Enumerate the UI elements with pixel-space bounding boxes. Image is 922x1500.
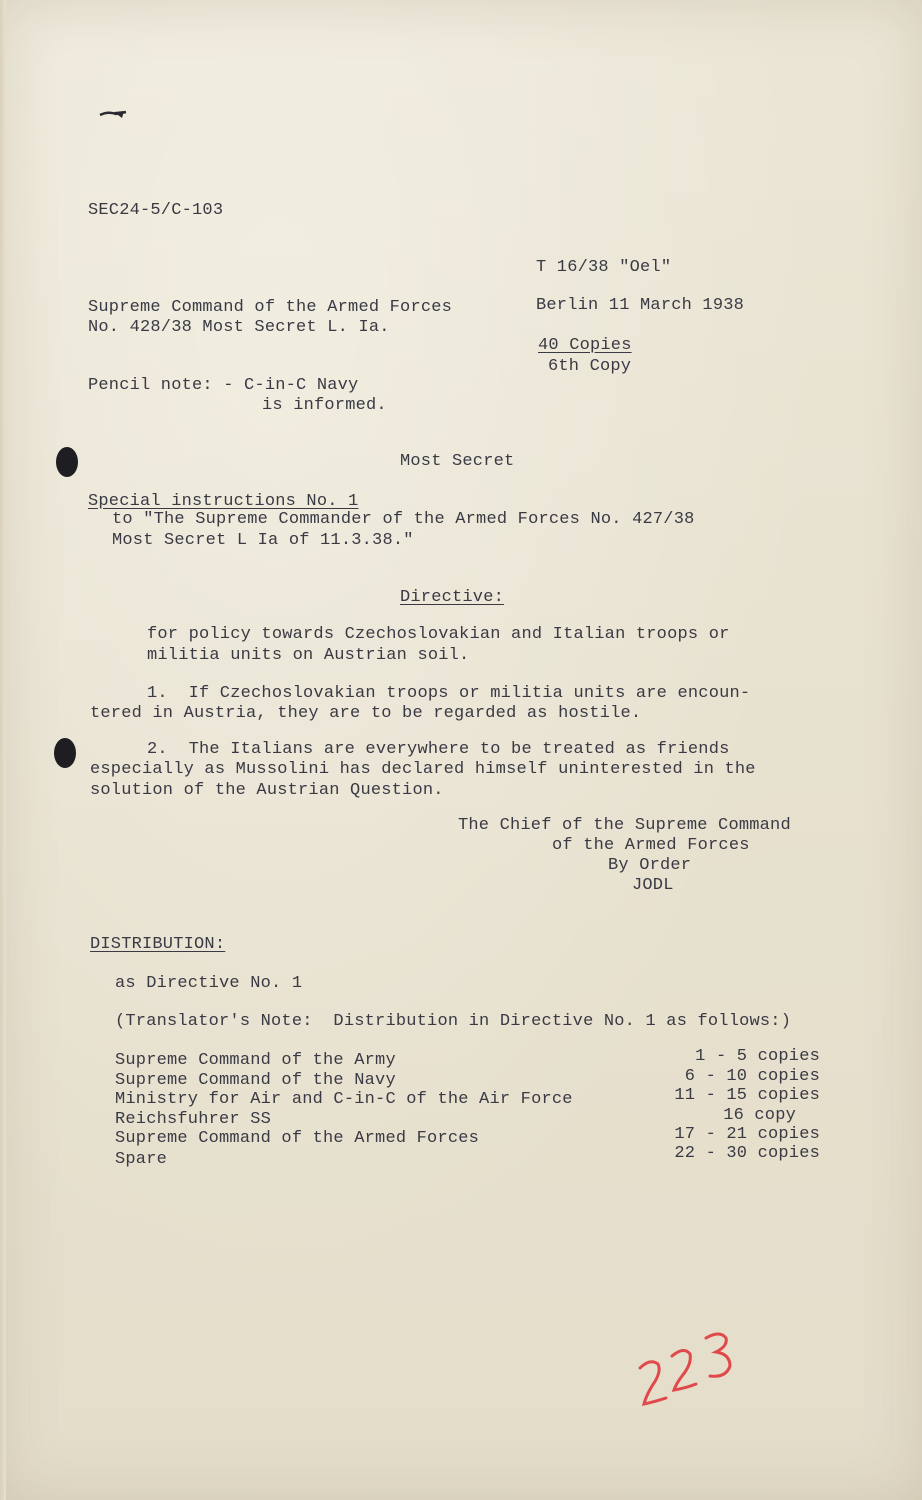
- distribution-copies: 1 - 5 copies: [695, 1047, 820, 1066]
- pencil-note-line-1: Pencil note: - C-in-C Navy: [88, 376, 359, 395]
- paragraph-1-line-1: 1. If Czechoslovakian troops or militia units are encoun-: [147, 684, 751, 703]
- handwritten-page-number: [630, 1328, 740, 1418]
- file-reference: SEC24-5/C-103: [88, 201, 224, 220]
- distribution-copies: 22 - 30 copies: [674, 1144, 820, 1163]
- distribution-copies: 11 - 15 copies: [674, 1086, 820, 1105]
- signature-line-1: The Chief of the Supreme Command: [458, 816, 791, 835]
- copy-number: 6th Copy: [548, 357, 632, 376]
- paragraph-1-line-2: tered in Austria, they are to be regarded as hostile.: [90, 704, 642, 723]
- directive-intro-line-2: militia units on Austrian soil.: [147, 646, 470, 665]
- distribution-recipient: Reichsfuhrer SS: [115, 1110, 272, 1129]
- ink-mark: [98, 106, 130, 124]
- copies-total: 40 Copies: [538, 336, 632, 355]
- distribution-recipient: Ministry for Air and C-in-C of the Air Force: [115, 1090, 573, 1109]
- signature-line-2: of the Armed Forces: [552, 836, 750, 855]
- issuer-line-1: Supreme Command of the Armed Forces: [88, 298, 453, 317]
- distribution-as-directive: as Directive No. 1: [115, 974, 303, 993]
- signature-line-3: By Order: [608, 856, 692, 875]
- distribution-copies: 6 - 10 copies: [684, 1067, 820, 1086]
- document-reference: T 16/38 "Oel": [536, 258, 672, 277]
- distribution-copies: 17 - 21 copies: [674, 1125, 820, 1144]
- directive-intro-line-1: for policy towards Czechoslovakian and Italian troops or: [147, 625, 730, 644]
- distribution-recipient: Supreme Command of the Navy: [115, 1071, 396, 1090]
- pencil-note-line-2: is informed.: [262, 396, 387, 415]
- page-edge: [0, 0, 6, 1500]
- translator-note: (Translator's Note: Distribution in Directive No. 1 as follows:): [115, 1012, 792, 1031]
- distribution-recipient: Supreme Command of the Armed Forces: [115, 1129, 480, 1148]
- subject-line-3: Most Secret L Ia of 11.3.38.": [112, 531, 414, 550]
- paragraph-2-line-2: especially as Mussolini has declared himself uninterested in the: [90, 760, 756, 779]
- paragraph-2-line-3: solution of the Austrian Question.: [90, 781, 444, 800]
- directive-heading: Directive:: [400, 588, 505, 607]
- paragraph-2-line-1: 2. The Italians are everywhere to be treated as friends: [147, 740, 730, 759]
- distribution-copies: 16 copy: [723, 1106, 796, 1125]
- distribution-recipient: Supreme Command of the Army: [115, 1051, 396, 1070]
- issuer-line-2: No. 428/38 Most Secret L. Ia.: [88, 318, 390, 337]
- place-date: Berlin 11 March 1938: [536, 296, 745, 315]
- classification: Most Secret: [400, 452, 515, 471]
- distribution-recipient: Spare: [115, 1150, 168, 1169]
- signature-line-4: JODL: [632, 876, 674, 895]
- punch-hole-bottom: [54, 738, 76, 768]
- subject-line-1: Special instructions No. 1: [88, 492, 359, 511]
- punch-hole-top: [56, 447, 78, 477]
- subject-line-2: to "The Supreme Commander of the Armed Forces No. 427/38: [112, 510, 695, 529]
- distribution-heading: DISTRIBUTION:: [90, 935, 226, 954]
